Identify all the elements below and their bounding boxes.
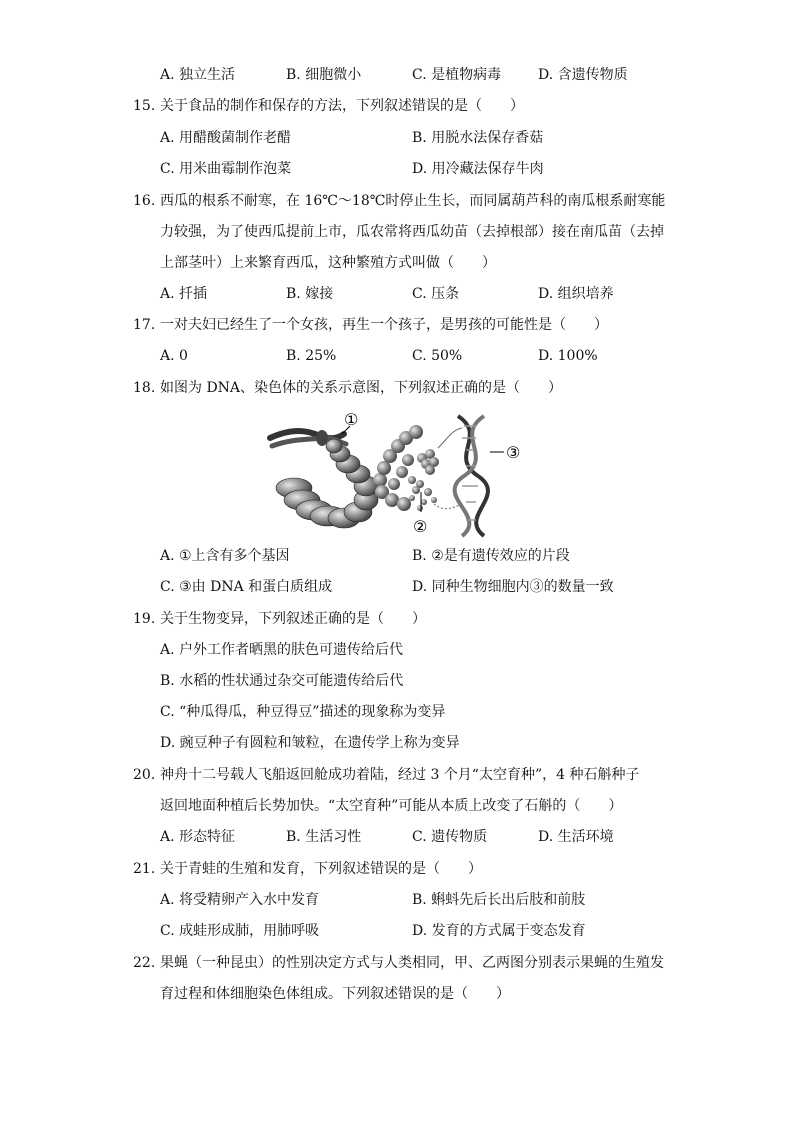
question-stem-line-1: 果蝇（一种昆虫）的性别决定方式与人类相同，甲、乙两图分别表示果蝇的生殖发 <box>160 955 664 971</box>
question-stem: 关于生物变异，下列叙述正确的是（ ） <box>160 611 426 627</box>
q20-option-d: D. 生活环境 <box>538 829 614 845</box>
figure-marker-1: ① <box>344 410 359 429</box>
q21-option-d: D. 发育的方式属于变态发育 <box>412 923 586 939</box>
q20-option-a: A. 形态特征 <box>160 829 236 845</box>
question-number: 16. <box>133 193 156 209</box>
q16-option-d: D. 组织培养 <box>538 286 614 302</box>
nucleosome-fibre <box>373 425 423 511</box>
q16-option-c: C. 压条 <box>412 286 460 302</box>
figure-marker-2: ② <box>413 517 428 536</box>
question-number: 17. <box>133 317 156 333</box>
q17-option-a: A. 0 <box>160 348 188 364</box>
q14-option-a: A. 独立生活 <box>160 67 236 83</box>
question-number: 22. <box>133 955 156 971</box>
q19-option-d: D. 豌豆种子有圆粒和皱粒，在遗传学上称为变异 <box>160 735 460 751</box>
q15-option-c: C. 用米曲霉制作泡菜 <box>160 161 292 177</box>
question-number: 18. <box>133 380 156 396</box>
q14-option-b: B. 细胞微小 <box>286 67 362 83</box>
q16-option-b: B. 嫁接 <box>286 286 334 302</box>
dna-chromosome-diagram <box>262 408 532 543</box>
question-stem-line-2: 返回地面种植后长势加快。“太空育种”可能从本质上改变了石斛的（ ） <box>160 798 623 814</box>
q19-option-c: C. “种瓜得瓜，种豆得豆”描述的现象称为变异 <box>160 704 446 720</box>
q14-option-d: D. 含遗传物质 <box>538 67 628 83</box>
q21-option-c: C. 成蛙形成肺，用肺呼吸 <box>160 923 320 939</box>
q17-option-d: D. 100% <box>538 348 598 364</box>
q20-option-b: B. 生活习性 <box>286 829 362 845</box>
q15-option-d: D. 用冷藏法保存牛肉 <box>412 161 544 177</box>
dna-helix-icon <box>455 416 488 536</box>
chromatin-coil <box>276 439 378 528</box>
question-number: 15. <box>133 98 156 114</box>
q15-option-a: A. 用醋酸菌制作老醋 <box>160 130 292 146</box>
q21-option-b: B. 蝌蚪先后长出后肢和前肢 <box>412 892 586 908</box>
q18-option-d: D. 同种生物细胞内③的数量一致 <box>412 579 614 595</box>
question-stem-line-2: 力较强，为了使西瓜提前上市，瓜农常将西瓜幼苗（去掉根部）接在南瓜苗（去掉 <box>160 224 664 240</box>
question-stem-line-2: 育过程和体细胞染色体组成。下列叙述错误的是（ ） <box>160 986 510 1002</box>
question-stem: 关于青蛙的生殖和发育，下列叙述错误的是（ ） <box>160 861 482 877</box>
q18-option-c: C. ③由 DNA 和蛋白质组成 <box>160 579 333 595</box>
q17-option-c: C. 50% <box>412 348 463 364</box>
question-stem: 关于食品的制作和保存的方法，下列叙述错误的是（ ） <box>160 98 524 114</box>
q21-option-a: A. 将受精卵产入水中发育 <box>160 892 320 908</box>
figure-marker-3: ③ <box>506 443 521 462</box>
q14-option-c: C. 是植物病毒 <box>412 67 502 83</box>
question-stem: 一对夫妇已经生了一个女孩，再生一个孩子，是男孩的可能性是（ ） <box>160 317 608 333</box>
q18-option-a: A. ①上含有多个基因 <box>160 548 290 564</box>
question-stem-line-3: 上部茎叶）上来繁育西瓜，这种繁殖方式叫做（ ） <box>160 255 496 271</box>
question-number: 19. <box>133 611 156 627</box>
question-stem-line-1: 西瓜的根系不耐寒，在 16℃～18℃时停止生长，而同属葫芦科的南瓜根系耐寒能 <box>160 193 666 209</box>
question-number: 21. <box>133 861 156 877</box>
question-stem-line-1: 神舟十二号载人飞船返回舱成功着陆，经过 3 个月“太空育种”，4 种石斛种子 <box>160 767 640 783</box>
question-stem: 如图为 DNA、染色体的关系示意图，下列叙述正确的是（ ） <box>160 380 563 396</box>
q15-option-b: B. 用脱水法保存香菇 <box>412 130 544 146</box>
q18-option-b: B. ②是有遗传效应的片段 <box>412 548 570 564</box>
q19-option-a: A. 户外工作者晒黑的肤色可遗传给后代 <box>160 642 404 658</box>
q16-option-a: A. 扦插 <box>160 286 208 302</box>
q20-option-c: C. 遗传物质 <box>412 829 488 845</box>
q17-option-b: B. 25% <box>286 348 337 364</box>
q19-option-b: B. 水稻的性状通过杂交可能遗传给后代 <box>160 673 404 689</box>
question-number: 20. <box>133 767 156 783</box>
